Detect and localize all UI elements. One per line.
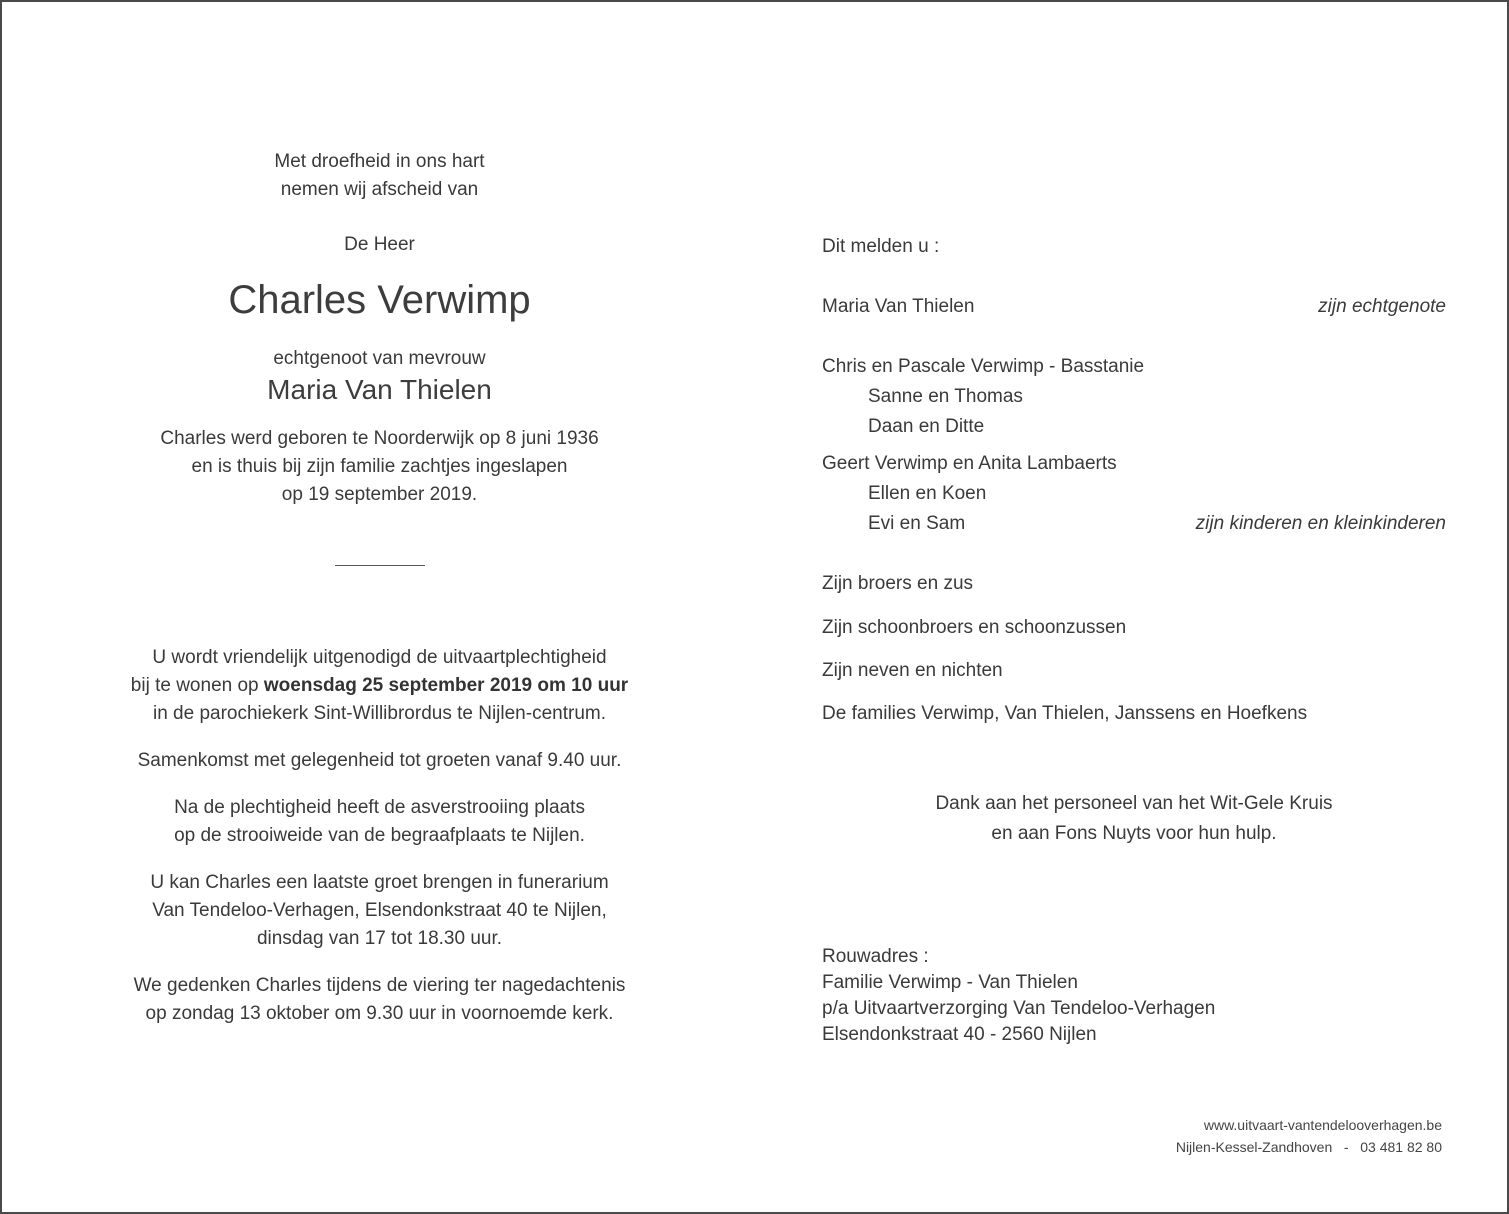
relatives-line-2: Zijn schoonbroers en schoonzussen (822, 617, 1127, 638)
thanks-line-1: Dank aan het personeel van het Wit-Gele Kruis (935, 793, 1333, 814)
gathering-text: Samenkomst met gelegenheid tot groeten vanaf 9.40 uur. (137, 750, 622, 771)
address-family: Familie Verwimp - Van Thielen (822, 972, 1078, 993)
birth-death-line-1: Charles werd geboren te Noorderwijk op 8 juni 1936 (160, 428, 599, 449)
invitation-line-2 (57, 672, 702, 700)
relatives-line-4: De families Verwimp, Van Thielen, Janssens en Hoefkens (822, 703, 1308, 724)
footer-website: www.uitvaart-vantendelooverhagen.be (1203, 1117, 1442, 1133)
ashes-line-1: Na de plechtigheid heeft de asverstrooiing plaats (174, 797, 585, 818)
divider-line (335, 565, 425, 566)
memorial-line-2: op zondag 13 oktober om 9.30 uur in voornoemde kerk. (145, 1003, 614, 1024)
funerarium-line-3: dinsdag van 17 tot 18.30 uur. (256, 928, 503, 949)
relatives-line-1: Zijn broers en zus (822, 573, 974, 594)
footer (1176, 1114, 1442, 1158)
deceased-name: Charles Verwimp (228, 278, 531, 322)
thanks-block (822, 789, 1446, 849)
address-street: Elsendonkstraat 40 - 2560 Nijlen (822, 1024, 1097, 1045)
family2-child-2: Evi en Sam (868, 513, 966, 534)
family2-child-1: Ellen en Koen (868, 483, 987, 504)
family1-child-1: Sanne en Thomas (868, 386, 1023, 407)
spouse-intro: echtgenoot van mevrouw (273, 348, 486, 369)
spouse-row (822, 292, 1446, 322)
thanks-line-2: en aan Fons Nuyts voor hun hulp. (991, 823, 1277, 844)
family1-child-2: Daan en Ditte (868, 416, 985, 437)
family2-role: zijn kinderen en kleinkinderen (1195, 513, 1446, 534)
ceremony-date: woensdag 25 september 2019 om 10 uur (263, 675, 629, 696)
address-label: Rouwadres : (822, 946, 929, 967)
footer-contact: Nijlen-Kessel-Zandhoven - 03 481 82 80 (1175, 1139, 1442, 1155)
right-column (822, 232, 1446, 1048)
intro-line-1: Met droefheid in ons hart (274, 151, 485, 172)
relatives-line-3: Zijn neven en nichten (822, 660, 1003, 681)
family1-head: Chris en Pascale Verwimp - Basstanie (822, 356, 1145, 377)
spouse-name: Maria Van Thielen (267, 374, 492, 405)
funerarium-line-1: U kan Charles een laatste groet brengen in funerarium (150, 872, 609, 893)
intro-line-2: nemen wij afscheid van (280, 179, 479, 200)
birth-death-line-3: op 19 september 2019. (281, 484, 478, 505)
invitation-line-2-prefix: bij te wonen op (130, 675, 264, 696)
memorial-line-1: We gedenken Charles tijdens de viering ter nagedachtenis (133, 975, 626, 996)
invitation-line-1: U wordt vriendelijk uitgenodigd de uitvaartplechtigheid (152, 647, 607, 668)
announce-text: Dit melden u : (822, 236, 940, 257)
spouse-row-name: Maria Van Thielen (822, 296, 975, 317)
family2-head: Geert Verwimp en Anita Lambaerts (822, 453, 1117, 474)
funerarium-line-2: Van Tendeloo-Verhagen, Elsendonkstraat 40 te Nijlen, (152, 900, 607, 921)
invitation-line-3: in de parochiekerk Sint-Willibrordus te Nijlen-centrum. (152, 703, 606, 724)
left-column (57, 148, 702, 1028)
deceased-title: De Heer (344, 234, 415, 255)
family2-last-row (822, 509, 1446, 539)
spouse-row-role: zijn echtgenote (1318, 296, 1446, 317)
ashes-line-2: op de strooiweide van de begraafplaats te Nijlen. (174, 825, 585, 846)
birth-death-line-2: en is thuis bij zijn familie zachtjes ingeslapen (191, 456, 568, 477)
address-block (822, 944, 1446, 1048)
address-care: p/a Uitvaartverzorging Van Tendeloo-Verhagen (822, 998, 1216, 1019)
